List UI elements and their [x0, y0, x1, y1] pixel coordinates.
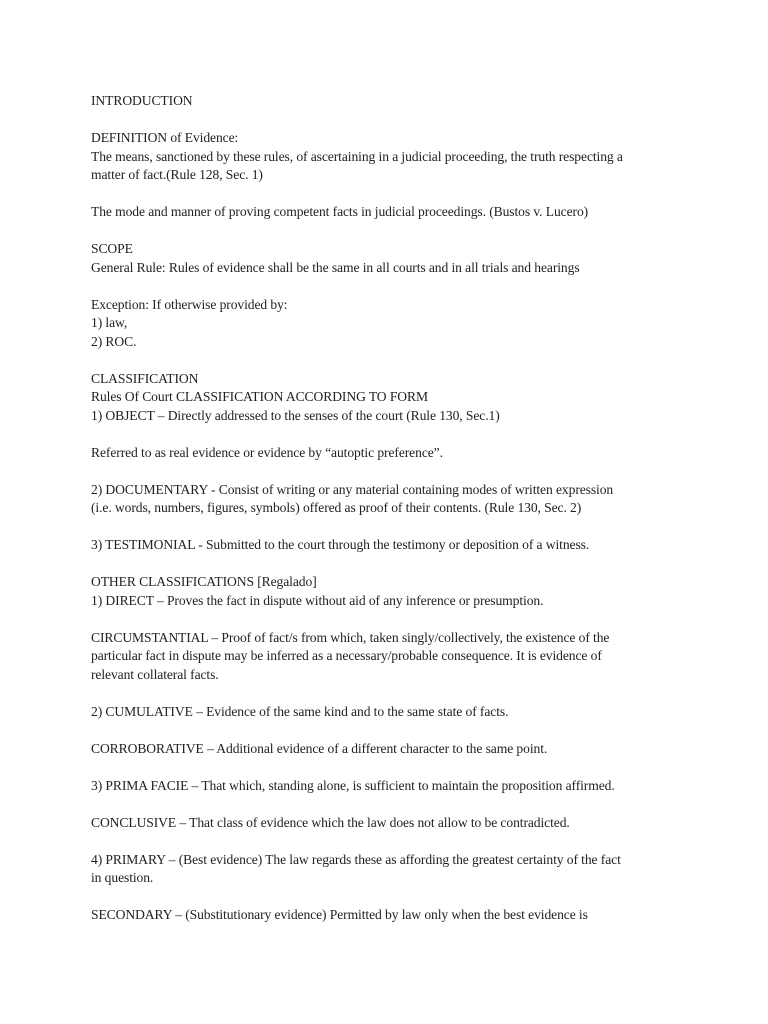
text-line: Referred to as real evidence or evidence by “autoptic preference”.	[91, 444, 443, 460]
paragraph-gap	[91, 111, 691, 130]
text-line: particular fact in dispute may be inferred as a necessary/probable consequence. It is evidence of	[91, 648, 602, 663]
paragraph-gap	[91, 185, 691, 204]
text-line: General Rule: Rules of evidence shall be the same in all courts and in all trials and hearings	[91, 259, 580, 275]
text-line: matter of fact.(Rule 128, Sec. 1)	[91, 167, 263, 182]
paragraph-gap	[91, 721, 691, 740]
text-line: Exception: If otherwise provided by:	[91, 296, 288, 312]
text-line: 3) PRIMA FACIE – That which, standing alone, is sufficient to maintain the proposition affirmed.	[91, 777, 615, 793]
text-line: 2) CUMULATIVE – Evidence of the same kind and to the same state of facts.	[91, 703, 509, 719]
text-line: 2) ROC.	[91, 333, 137, 349]
text-line: The means, sanctioned by these rules, of ascertaining in a judicial proceeding, the truth respecting a	[91, 148, 623, 164]
text-line: 2) DOCUMENTARY - Consist of writing or any material containing modes of written expression	[91, 481, 614, 497]
text-line: OTHER CLASSIFICATIONS [Regalado]	[91, 574, 317, 589]
paragraph-gap	[91, 610, 691, 629]
text-line: 4) PRIMARY – (Best evidence) The law regards these as affording the greatest certainty of the fact	[91, 851, 621, 867]
text-line: SECONDARY – (Substitutionary evidence) Permitted by law only when the best evidence is	[91, 907, 588, 922]
paragraph-gap	[91, 518, 691, 537]
paragraph-gap	[91, 351, 691, 370]
text-line: relevant collateral facts.	[91, 666, 219, 682]
text-line: INTRODUCTION	[91, 93, 193, 108]
paragraph-gap	[91, 795, 691, 814]
paragraph-gap	[91, 684, 691, 703]
paragraph-gap	[91, 832, 691, 851]
paragraph-gap	[91, 222, 691, 241]
text-line: 3) TESTIMONIAL - Submitted to the court through the testimony or deposition of a witness.	[91, 537, 590, 552]
text-line: Rules Of Court CLASSIFICATION ACCORDING TO FORM	[91, 389, 428, 404]
text-line: in question.	[91, 870, 154, 885]
text-line: CONCLUSIVE – That class of evidence which the law does not allow to be contradicted.	[91, 814, 570, 830]
text-line: CIRCUMSTANTIAL – Proof of fact/s from which, taken singly/collectively, the existence of the	[91, 629, 610, 645]
paragraph-gap	[91, 888, 691, 907]
text-line: CLASSIFICATION	[91, 370, 199, 386]
text-line: (i.e. words, numbers, figures, symbols) offered as proof of their contents. (Rule 130, Sec. 2)	[91, 500, 582, 515]
paragraph-gap	[91, 462, 691, 481]
paragraph-gap	[91, 425, 691, 444]
paragraph-gap	[91, 758, 691, 777]
text-line: 1) law,	[91, 315, 128, 330]
text-line: DEFINITION of Evidence:	[91, 130, 239, 145]
paragraph-gap	[91, 555, 691, 574]
text-line: CORROBORATIVE – Additional evidence of a different character to the same point.	[91, 740, 548, 756]
text-line: 1) DIRECT – Proves the fact in dispute without aid of any inference or presumption.	[91, 592, 544, 608]
document-page	[91, 92, 691, 925]
text-line: 1) OBJECT – Directly addressed to the senses of the court (Rule 130, Sec.1)	[91, 407, 500, 423]
paragraph-gap	[91, 277, 691, 296]
text-line: The mode and manner of proving competent facts in judicial proceedings. (Bustos v. Lucero)	[91, 204, 589, 219]
text-line: SCOPE	[91, 241, 133, 256]
